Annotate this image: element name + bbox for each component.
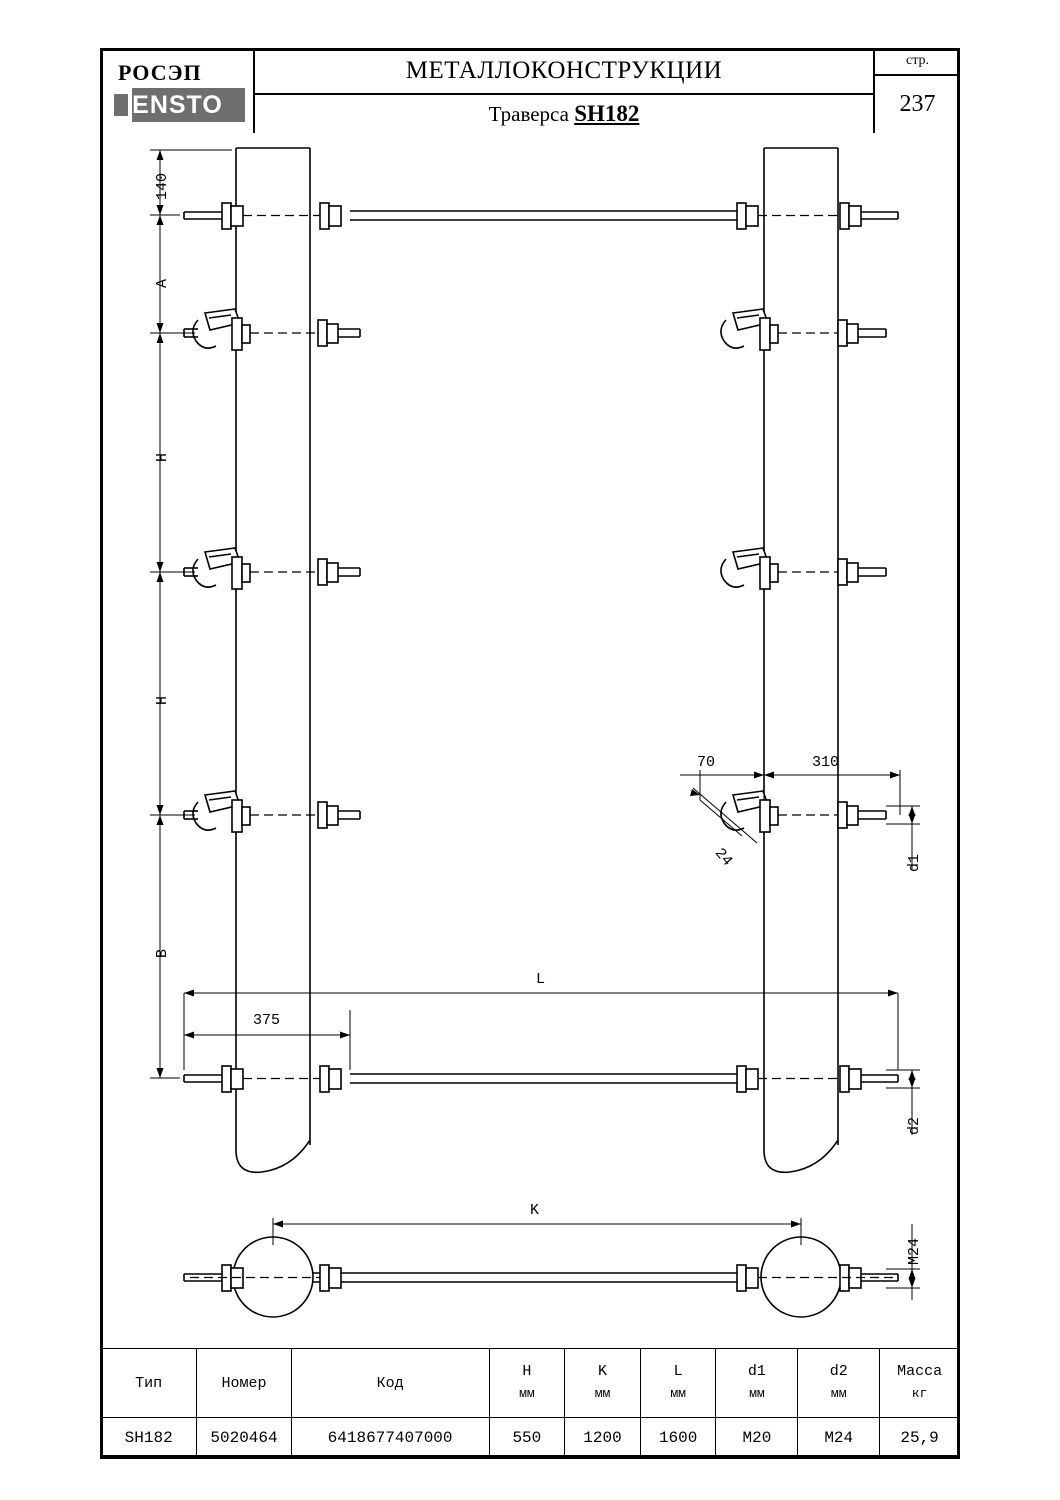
page-label-row <box>875 48 960 76</box>
title-main-row <box>255 48 873 95</box>
dim-label-70: 70 <box>697 754 716 771</box>
specification-table <box>100 1348 960 1459</box>
cell-l: 1600 <box>640 1418 716 1459</box>
dim-label-B: B <box>154 948 171 958</box>
logo-text-rosep: РОСЭП <box>118 60 202 85</box>
title-sub-code: SH182 <box>574 101 640 126</box>
logo-cell <box>100 48 255 133</box>
logo-square-inner <box>114 94 128 116</box>
title-main: МЕТАЛЛОКОНСТРУКЦИИ <box>405 56 723 84</box>
table-row <box>101 1418 960 1459</box>
cell-number: 5020464 <box>197 1418 291 1459</box>
cell-h: 550 <box>489 1418 565 1459</box>
header-cell-type: Тип <box>101 1349 197 1418</box>
dim-label-K: K <box>530 1202 540 1219</box>
header-cell-mass: Масса кг <box>880 1349 960 1418</box>
dim-label-375: 375 <box>253 1012 281 1029</box>
page-border <box>100 48 960 1458</box>
dim-label-M24: M24 <box>906 1237 923 1265</box>
header-cell-l: L мм <box>640 1349 716 1418</box>
dim-label-H-2: H <box>154 695 171 705</box>
header-cell-d1: d1 мм <box>716 1349 798 1418</box>
dim-label-d1: d1 <box>906 853 923 872</box>
cell-d2: M24 <box>798 1418 880 1459</box>
cell-type: SH182 <box>101 1418 197 1459</box>
header-cell-code: Код <box>291 1349 489 1418</box>
dim-label-24: 24 <box>710 845 736 870</box>
dim-label-A: A <box>154 278 171 288</box>
table-header-row <box>101 1349 960 1418</box>
page-number-row <box>875 76 960 133</box>
title-text-cell <box>255 48 875 133</box>
header-cell-k: K мм <box>565 1349 641 1418</box>
dim-label-140: 140 <box>154 172 171 200</box>
header-cell-d2: d2 мм <box>798 1349 880 1418</box>
header-cell-h: H мм <box>489 1349 565 1418</box>
title-sub-row <box>255 95 873 133</box>
dim-label-L: L <box>536 971 546 988</box>
page-label: стр. <box>905 53 929 68</box>
dim-label-d2: d2 <box>906 1116 923 1135</box>
dim-label-H-1: H <box>154 452 171 462</box>
cell-code: 6418677407000 <box>291 1418 489 1459</box>
cell-mass: 25,9 <box>880 1418 960 1459</box>
logo-text-ensto: ENSTO <box>132 91 223 119</box>
header-cell-number: Номер <box>197 1349 291 1418</box>
page-number-cell <box>875 48 960 133</box>
dim-label-310: 310 <box>812 754 840 771</box>
title-sub-prefix: Траверса <box>488 102 575 126</box>
cell-d1: M20 <box>716 1418 798 1459</box>
cell-k: 1200 <box>565 1418 641 1459</box>
page-number: 237 <box>899 91 936 117</box>
title-block <box>100 48 960 133</box>
